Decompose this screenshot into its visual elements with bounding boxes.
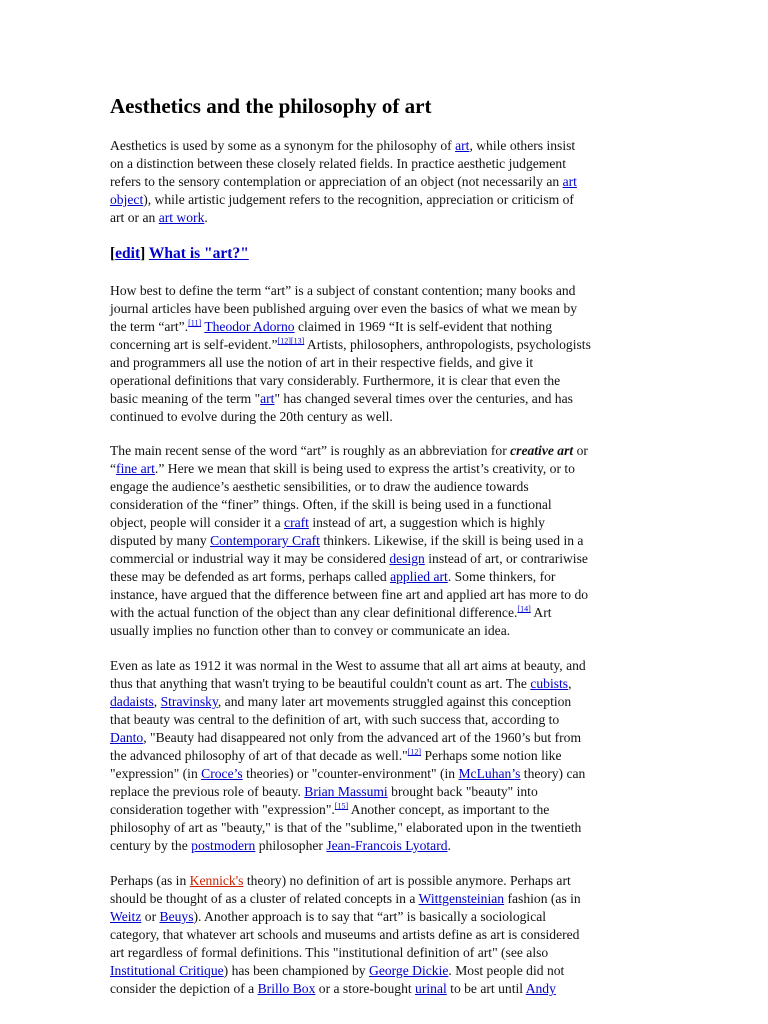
text-line [110,783,538,801]
text-line [110,819,581,837]
wiki-link[interactable]: object [110,192,144,207]
edit-bracket-close: ] [140,245,146,262]
text-line [110,693,571,711]
wiki-link[interactable]: Contemporary Craft [210,533,320,548]
text-segment: ), while artistic judgement refers to the recognition, appreciation or criticism of [143,192,574,207]
text-segment: philosophy of art as "beauty," is that of the "sublime," elaborated upon in the twentieth [110,820,582,835]
citation-superscript [408,747,421,756]
wiki-link[interactable]: Institutional Critique [110,963,224,978]
edit-bracket-open: [ [110,245,116,262]
text-segment: commercial or industrial way it may be considered [110,551,390,566]
text-segment: brought back "beauty" into [387,784,538,799]
text-line [110,801,549,819]
text-segment: instead of art, a suggestion which is highly [308,515,545,530]
text-segment: Artists, philosophers, anthropologists, psychologists [304,337,591,352]
text-segment: . [204,210,208,225]
text-segment: fashion (as in [504,891,581,906]
text-segment: “ [110,461,117,476]
text-segment: category, that whatever art schools and museums and artists define as art is considered [110,927,580,942]
text-segment: century by the [110,838,192,853]
text-line [110,514,545,532]
text-segment: or a store-bought [315,981,416,996]
page-title: Aesthetics and the philosophy of art [110,94,432,118]
wiki-link[interactable]: Andy [525,981,556,996]
text-segment: should be thought of as a cluster of related concepts in a [110,891,419,906]
text-segment: , [568,676,572,691]
text-line [110,962,564,980]
text-segment: . [447,838,451,853]
text-segment: Even as late as 1912 it was normal in the West to assume that all art aims at beauty, and [110,658,586,673]
text-segment: , "Beauty had disappeared not only from the advanced art of the 1960’s but from [143,730,582,745]
citation-superscript [517,604,530,613]
text-segment: concerning art is self-evident.” [110,337,278,352]
text-segment: disputed by many [110,533,211,548]
text-segment: or [141,909,160,924]
wiki-link[interactable]: Brian Massumi [304,784,388,799]
text-line [110,318,552,336]
citation-superscript [335,801,348,810]
text-line [110,657,586,675]
text-segment: Perhaps some notion like [421,748,562,763]
wiki-link[interactable]: cubists [530,676,569,691]
text-segment: and programmers all use the notion of art in their respective fields, and give it [110,355,534,370]
text-line [110,336,591,354]
wiki-link[interactable]: Beuys [159,909,194,924]
text-segment: theory) no definition of art is possible anymore. Perhaps art [243,873,571,888]
text-line [110,460,575,478]
text-line [110,980,556,998]
citation-link[interactable]: [15] [334,801,349,811]
wiki-link[interactable]: Brillo Box [257,981,316,996]
text-line [110,532,583,550]
text-line [110,765,585,783]
text-segment: " has changed several times over the centuries, and has [274,391,573,406]
text-segment: , [153,694,161,709]
text-line [110,944,548,962]
text-line [110,300,577,318]
text-line [110,442,588,460]
text-line [110,191,574,209]
text-segment: journal articles have been published arguing over even the basics of what we mean by [110,301,578,316]
text-line [110,604,552,622]
text-line [110,408,393,426]
text-line [110,908,546,926]
wiki-link[interactable]: Wittgensteinian [418,891,505,906]
text-line [110,622,510,640]
text-segment: art or an [110,210,159,225]
wiki-link[interactable]: design [389,551,425,566]
section-title-link[interactable]: What is "art?" [148,245,249,262]
text-segment: continued to evolve during the 20th century as well. [110,409,393,424]
text-line [110,209,208,227]
wiki-link[interactable]: George Dickie [369,963,449,978]
wiki-link[interactable]: Stravinsky [160,694,218,709]
text-line [110,372,560,390]
text-segment: the advanced philosophy of art of that decade as well." [110,748,408,763]
text-line [110,890,581,908]
text-line [110,926,579,944]
text-line [110,496,552,514]
citation-link[interactable]: [12][13] [277,336,305,346]
text-segment: consideration of the “finer” things. Often, if the skill is being used in a functional [110,497,552,512]
citation-link[interactable]: [14] [517,604,531,614]
text-segment: operational definitions that vary considerably. Furthermore, it is clear that even the [110,373,561,388]
text-segment: . Most people did not [448,963,565,978]
wiki-link[interactable]: Danto [110,730,144,745]
text-segment: ). Another approach is to say that “art” is basically a sociological [193,909,547,924]
text-segment: Another concept, as important to the [348,802,550,817]
wiki-link[interactable]: Jean-Francois Lyotard [326,838,448,853]
text-line [110,550,588,568]
text-segment: object, people will consider it a [110,515,285,530]
text-segment: .” Here we mean that skill is being used to express the artist’s creativity, or to [154,461,575,476]
text-segment: with the actual function of the object than any clear definitional difference. [110,605,518,620]
text-segment: How best to define the term “art” is a subject of constant contention; many books and [110,283,576,298]
text-line [110,173,577,191]
text-segment: Art [530,605,552,620]
text-line [110,568,555,586]
citation-superscript [278,336,305,345]
text-segment: theory) can [520,766,586,781]
text-line [110,675,571,693]
text-segment: refers to the sensory contemplation or appreciation of an object (not necessarily an [110,174,563,189]
text-segment: basic meaning of the term " [110,391,261,406]
text-segment: theories) or "counter-environment" (in [242,766,459,781]
text-segment: . Some thinkers, for [447,569,556,584]
wiki-link[interactable]: Kennick's [189,873,244,888]
text-segment: engage the audience’s aesthetic sensibilities, or to draw the audience towards [110,479,529,494]
text-line [110,711,559,729]
text-segment: on a distinction between these closely related fields. In practice aesthetic judgement [110,156,566,171]
wiki-link[interactable]: art work [158,210,205,225]
text-segment: instead of art, or contrariwise [424,551,588,566]
text-segment: Perhaps (as in [110,873,190,888]
emphasis-text: creative art [510,443,574,458]
wiki-link[interactable]: Croce’s [201,766,243,781]
section-heading [110,244,249,264]
citation-link[interactable]: [11] [188,318,202,328]
edit-link[interactable]: edit [115,245,141,262]
citation-superscript [188,318,201,327]
text-segment: that beauty was central to the definition of art, with such success that, according to [110,712,560,727]
text-segment: or [573,443,588,458]
text-segment: these may be defended as art forms, perhaps called [110,569,391,584]
wiki-link[interactable]: Theodor Adorno [204,319,295,334]
wiki-link[interactable]: art [260,391,275,406]
wiki-link[interactable]: Weitz [110,909,142,924]
text-segment: replace the previous role of beauty. [110,784,305,799]
text-line [110,354,533,372]
text-line [110,390,573,408]
text-segment: The main recent sense of the word “art” is roughly as an abbreviation for [110,443,511,458]
text-segment: consider the depiction of a [110,981,258,996]
wiki-link[interactable]: urinal [415,981,447,996]
text-line [110,155,566,173]
text-segment: art regardless of formal definitions. This "institutional definition of art" (see also [110,945,549,960]
wiki-link[interactable]: fine art [116,461,155,476]
text-line [110,137,575,155]
wiki-link[interactable]: postmodern [191,838,256,853]
text-segment: the term “art”. [110,319,189,334]
text-segment: , while others insist [469,138,576,153]
text-line [110,586,588,604]
text-segment: to be art until [446,981,526,996]
text-line [110,837,451,855]
text-segment: ) has been championed by [223,963,369,978]
wiki-link[interactable]: craft [284,515,309,530]
text-segment: philosopher [255,838,327,853]
text-line [110,872,571,890]
text-line [110,282,575,300]
wiki-link[interactable]: dadaists [110,694,154,709]
text-segment: "expression" (in [110,766,202,781]
text-segment: claimed in 1969 “It is self-evident that nothing [294,319,553,334]
text-line [110,478,529,496]
text-segment: thus that anything that wasn't trying to be beautiful couldn't count as art. The [110,676,531,691]
text-segment: thinkers. Likewise, if the skill is being used in a [319,533,584,548]
wiki-link[interactable]: McLuhan’s [458,766,521,781]
text-segment: consideration together with "expression". [110,802,335,817]
text-line [110,729,581,747]
wiki-link[interactable]: art [562,174,577,189]
text-line [110,747,562,765]
text-segment: , and many later art movements struggled against this conception [217,694,572,709]
citation-link[interactable]: [12] [407,747,422,757]
wiki-link[interactable]: art [455,138,470,153]
text-segment: usually implies no function other than to convey or communicate an idea. [110,623,511,638]
wiki-link[interactable]: applied art [390,569,448,584]
text-segment: Aesthetics is used by some as a synonym for the philosophy of [110,138,456,153]
text-segment: instance, have argued that the difference between fine art and applied art has more to do [110,587,589,602]
